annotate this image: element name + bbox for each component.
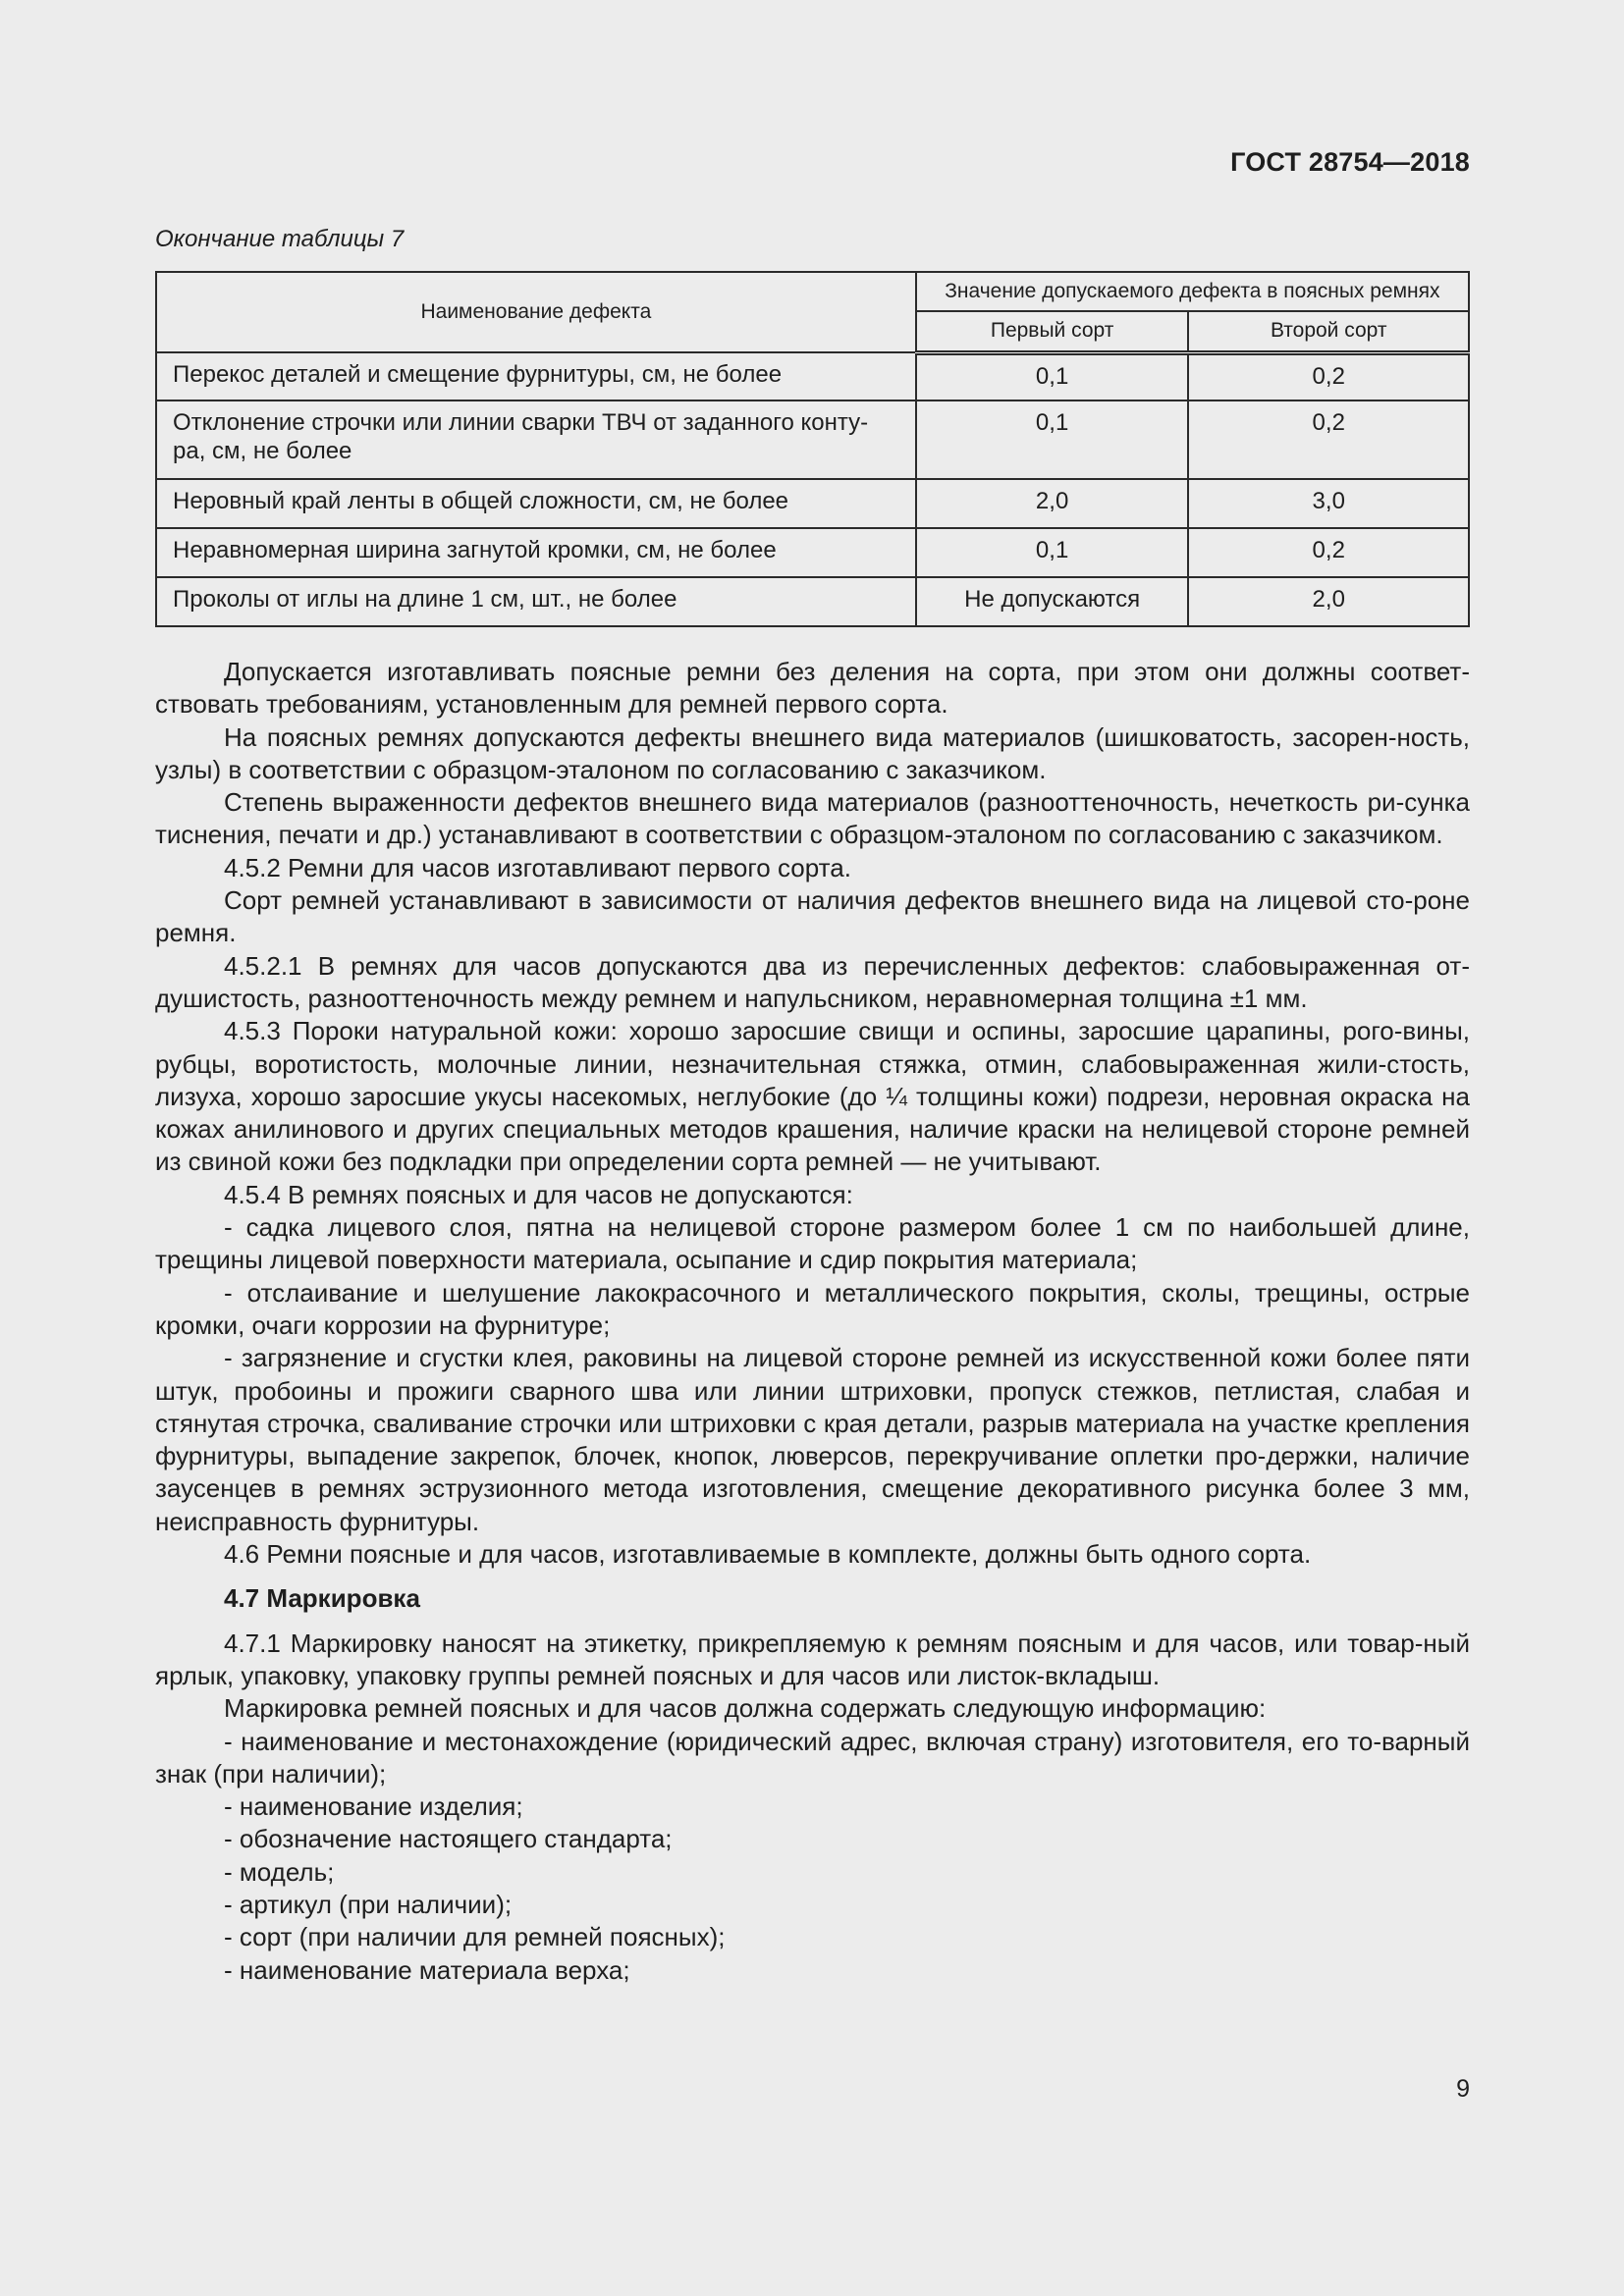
list-item: - наименование материала верха;	[224, 1954, 630, 1985]
second-grade-cell: 2,0	[1188, 577, 1469, 626]
paragraph: На поясных ремнях допускаются дефекты внешнего вида материалов (шишковатость, засорен-ность, узлы) в соответствии с образцом-эталоном по согласованию с заказчиком.	[155, 721, 1470, 784]
table-row	[156, 479, 1469, 528]
clause-4-5-3: 4.5.3 Пороки натуральной кожи: хорошо заросшие свищи и оспины, заросшие царапины, рого-вины, рубцы, воротистость, молочные линии, незначительная стяжка, отмин, слабовыраженная жили-стость, лизуха, хорошо заросшие укусы насекомых, неглубокие (до ¼ толщины кожи) подрези, неровная окраска на кожах анилинового и других специальных методов крашения, наличие краски на нелицевой стороне ремней из свиной кожи без подкладки при определении сорта ремней — не учитывают.	[155, 1016, 1470, 1177]
table-row	[156, 352, 1469, 400]
list-item: - наименование и местонахождение (юридический адрес, включая страну) изготовителя, его то-варный знак (при наличии);	[155, 1726, 1470, 1789]
list-item: - сорт (при наличии для ремней поясных);	[224, 1922, 726, 1952]
list-item: - модель;	[224, 1856, 335, 1887]
body-text	[155, 656, 1470, 1987]
first-grade-cell: 0,1	[916, 400, 1189, 479]
first-grade-cell: 2,0	[916, 479, 1189, 528]
defects-table	[155, 271, 1470, 627]
second-grade-cell: 0,2	[1188, 528, 1469, 577]
table-row	[156, 400, 1469, 479]
paragraph: Сорт ремней устанавливают в зависимости от наличия дефектов внешнего вида на лицевой сто-роне ремня.	[155, 885, 1470, 948]
defect-name-cell: Неравномерная ширина загнутой кромки, см, не более	[156, 528, 916, 577]
column-header-second-grade: Второй сорт	[1188, 311, 1469, 352]
list-item: - садка лицевого слоя, пятна на нелицевой стороне размером более 1 см по наибольшей длине, трещины лицевой поверхности материала, осыпание и сдир покрытия материала;	[155, 1212, 1470, 1275]
list-item: - наименование изделия;	[224, 1791, 523, 1822]
column-header-first-grade: Первый сорт	[916, 311, 1189, 352]
clause-4-5-2-1: 4.5.2.1 В ремнях для часов допускаются два из перечисленных дефектов: слабовыраженная от-душистость, разнооттеночность между ремнем и напульсником, неравномерная толщина ±1 мм.	[155, 950, 1470, 1013]
table-row	[156, 528, 1469, 577]
document-code: ГОСТ 28754—2018	[1230, 147, 1470, 177]
list-item: - обозначение настоящего стандарта;	[224, 1824, 673, 1854]
paragraph: Маркировка ремней поясных и для часов должна содержать следующую информацию:	[224, 1693, 1267, 1724]
clause-4-6: 4.6 Ремни поясные и для часов, изготавливаемые в комплекте, должны быть одного сорта.	[224, 1539, 1312, 1570]
clause-4-5-2: 4.5.2 Ремни для часов изготавливают первого сорта.	[224, 852, 851, 882]
table-caption: Окончание таблицы 7	[155, 226, 405, 252]
second-grade-cell: 3,0	[1188, 479, 1469, 528]
table-row	[156, 577, 1469, 626]
defect-name-cell: Неровный край ленты в общей сложности, см, не более	[156, 479, 916, 528]
first-grade-cell: 0,1	[916, 352, 1189, 400]
list-item: - отслаивание и шелушение лакокрасочного и металлического покрытия, сколы, трещины, острые кромки, очаги коррозии на фурнитуре;	[155, 1277, 1470, 1340]
clause-4-7-1: 4.7.1 Маркировку наносят на этикетку, прикрепляемую к ремням поясным и для часов, или товар-ный ярлык, упаковку, упаковку группы ремней поясных и для часов или листок-вкладыш.	[155, 1628, 1470, 1690]
second-grade-cell: 0,2	[1188, 352, 1469, 400]
first-grade-cell: Не допускаются	[916, 577, 1189, 626]
section-heading-marking: 4.7 Маркировка	[224, 1583, 420, 1614]
clause-4-5-4: 4.5.4 В ремнях поясных и для часов не допускаются:	[224, 1179, 853, 1209]
second-grade-cell: 0,2	[1188, 400, 1469, 479]
defect-name-cell: Отклонение строчки или линии сварки ТВЧ от заданного конту-ра, см, не более	[156, 400, 916, 479]
defect-name-cell: Проколы от иглы на длине 1 см, шт., не более	[156, 577, 916, 626]
first-grade-cell: 0,1	[916, 528, 1189, 577]
paragraph: Допускается изготавливать поясные ремни без деления на сорта, при этом они должны соответ-ствовать требованиям, установленным для ремней первого сорта.	[155, 657, 1470, 720]
paragraph: Степень выраженности дефектов внешнего вида материалов (разнооттеночность, нечеткость ри-сунка тиснения, печати и др.) устанавливают в соответствии с образцом-эталоном по согласованию с заказчиком.	[155, 787, 1470, 850]
defect-name-cell: Перекос деталей и смещение фурнитуры, см, не более	[156, 352, 916, 400]
list-item: - артикул (при наличии);	[224, 1889, 513, 1919]
page-number: 9	[1456, 2075, 1470, 2103]
column-header-allowed-value: Значение допускаемого дефекта в поясных ремнях	[916, 272, 1469, 311]
column-header-defect-name: Наименование дефекта	[156, 272, 916, 352]
list-item: - загрязнение и сгустки клея, раковины на лицевой стороне ремней из искусственной кожи более пяти штук, пробоины и прожиги сварного шва или линии штриховки, пропуск стежков, петлистая, слабая и стянутая строчка, сваливание строчки или штриховки с края детали, разрыв материала на участке крепления фурнитуры, выпадение закрепок, блочек, кнопок, люверсов, перекручивание оплетки про-держки, наличие заусенцев в ремнях эструзионного метода изготовления, смещение декоративного рисунка более 3 мм, неисправность фурнитуры.	[155, 1343, 1470, 1536]
